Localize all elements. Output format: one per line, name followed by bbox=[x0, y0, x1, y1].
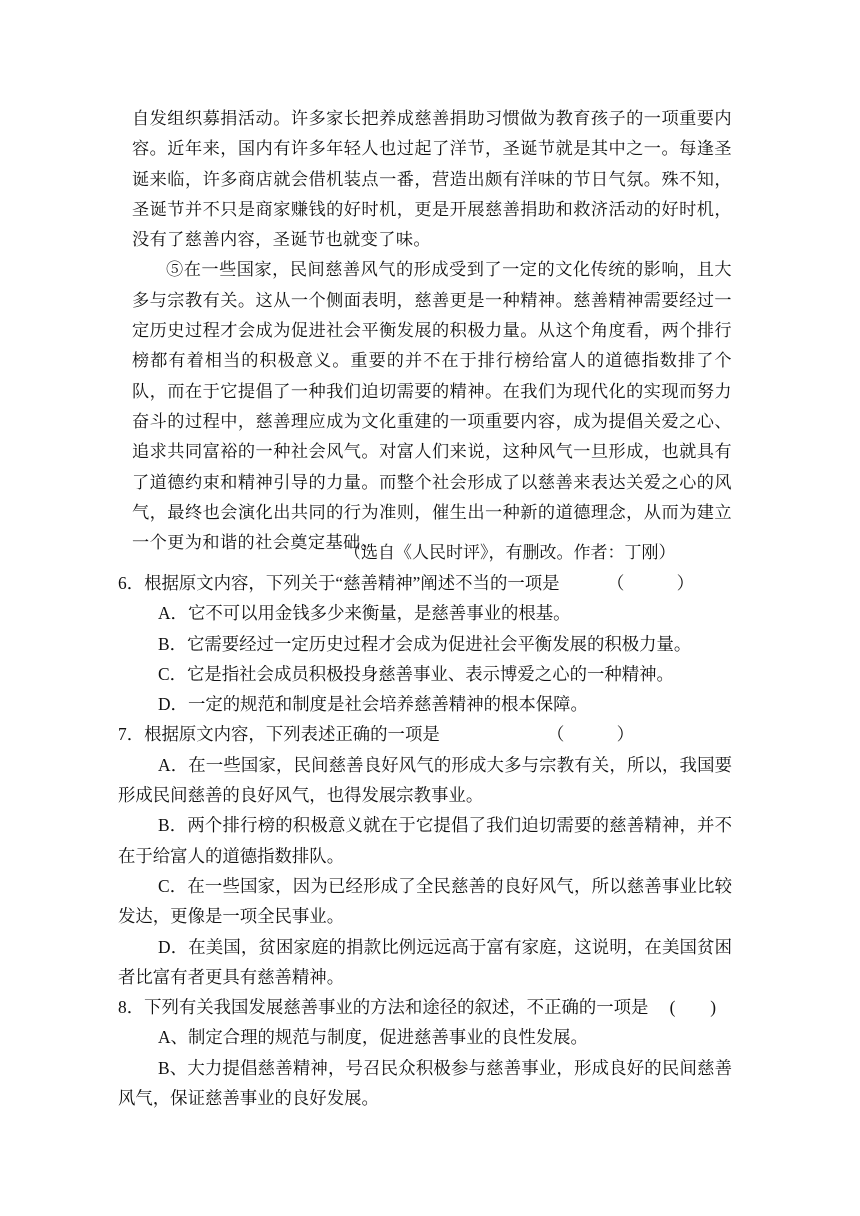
source-citation: （选自《人民时评》，有删改。作者：丁刚） bbox=[344, 543, 676, 563]
option-c: C．它是指社会成员积极投身慈善事业、表示博爱之心的一种精神。 bbox=[158, 663, 674, 684]
question-8 bbox=[118, 992, 732, 1113]
passage-source bbox=[132, 538, 732, 568]
question-7 bbox=[118, 719, 732, 992]
option-b: B．它需要经过一定历史过程才会成为促进社会平衡发展的积极力量。 bbox=[158, 633, 692, 654]
answer-parentheses: （ ） bbox=[547, 724, 634, 745]
option-a: A、制定合理的规范与制度，促进慈善事业的良性发展。 bbox=[158, 1027, 588, 1048]
question-list bbox=[118, 568, 732, 1113]
question-stem bbox=[118, 719, 732, 749]
reading-passage bbox=[132, 104, 732, 558]
option-c: C．在一些国家，因为已经形成了全民慈善的良好风气，所以慈善事业比较发达，更像是一项全民事业。 bbox=[118, 875, 732, 927]
option-a: A．在一些国家，民间慈善良好风气的形成大多与宗教有关，所以，我国要形成民间慈善的良好风气，也得发展宗教事业。 bbox=[118, 754, 732, 806]
option-d: D．一定的规范和制度是社会培养慈善精神的根本保障。 bbox=[158, 694, 588, 715]
passage-paragraph: ⑤在一些国家，民间慈善风气的形成受到了一定的文化传统的影响，且大多与宗教有关。这从一个侧面表明，慈善更是一种精神。慈善精神需要经过一定历史过程才会成为促进社会平衡发展的积极力量。从这个角度看，两个排行榜都有着相当的积极意义。重要的并不在于排行榜给富人的道德指数排了个队，而在于它提倡了一种我们迫切需要的精神。在我们为现代化的实现而努力奋斗的过程中，慈善理应成为文化重建的一项重要内容，成为提倡关爱之心、追求共同富裕的一种社会风气。对富人们来说，这种风气一旦形成，也就具有了道德约束和精神引导的力量。而整个社会形成了以慈善来表达关爱之心的风气，最终也会演化出共同的行为准则，催生出一种新的道德理念，从而为建立一个更为和谐的社会奠定基础。 bbox=[132, 260, 732, 554]
question-text: 8．下列有关我国发展慈善事业的方法和途径的叙述，不正确的一项是 bbox=[118, 997, 649, 1018]
passage-paragraph: 自发组织募捐活动。许多家长把养成慈善捐助习惯做为教育孩子的一项重要内容。近年来，国内有许多年轻人也过起了洋节，圣诞节就是其中之一。每逢圣诞来临，许多商店就会借机装点一番，营造出颇有洋味的节日气氛。殊不知，圣诞节并不只是商家赚钱的好时机，更是开展慈善捐助和救济活动的好时机，没有了慈善内容，圣诞节也就变了味。 bbox=[132, 109, 732, 251]
option-d: D．在美国，贫困家庭的捐款比例远远高于富有家庭，这说明，在美国贫困者比富有者更具有慈善精神。 bbox=[118, 936, 732, 987]
question-stem bbox=[118, 568, 732, 598]
question-text: 7．根据原文内容，下列表述正确的一项是 bbox=[118, 724, 440, 745]
option-b: B．两个排行榜的积极意义就在于它提倡了我们迫切需要的慈善精神，并不在于给富人的道德指数排队。 bbox=[118, 815, 732, 866]
answer-parentheses: ( ) bbox=[669, 997, 716, 1018]
answer-parentheses: （ ） bbox=[607, 573, 694, 593]
option-a: A．它不可以用金钱多少来衡量，是慈善事业的根基。 bbox=[158, 603, 571, 624]
question-stem bbox=[118, 992, 732, 1022]
option-b: B、大力提倡慈善精神，号召民众积极参与慈善事业，形成良好的民间慈善风气，保证慈善事业的良好发展。 bbox=[118, 1057, 732, 1109]
question-text: 6．根据原文内容，下列关于“慈善精神”阐述不当的一项是 bbox=[118, 573, 560, 593]
question-6 bbox=[118, 568, 732, 719]
